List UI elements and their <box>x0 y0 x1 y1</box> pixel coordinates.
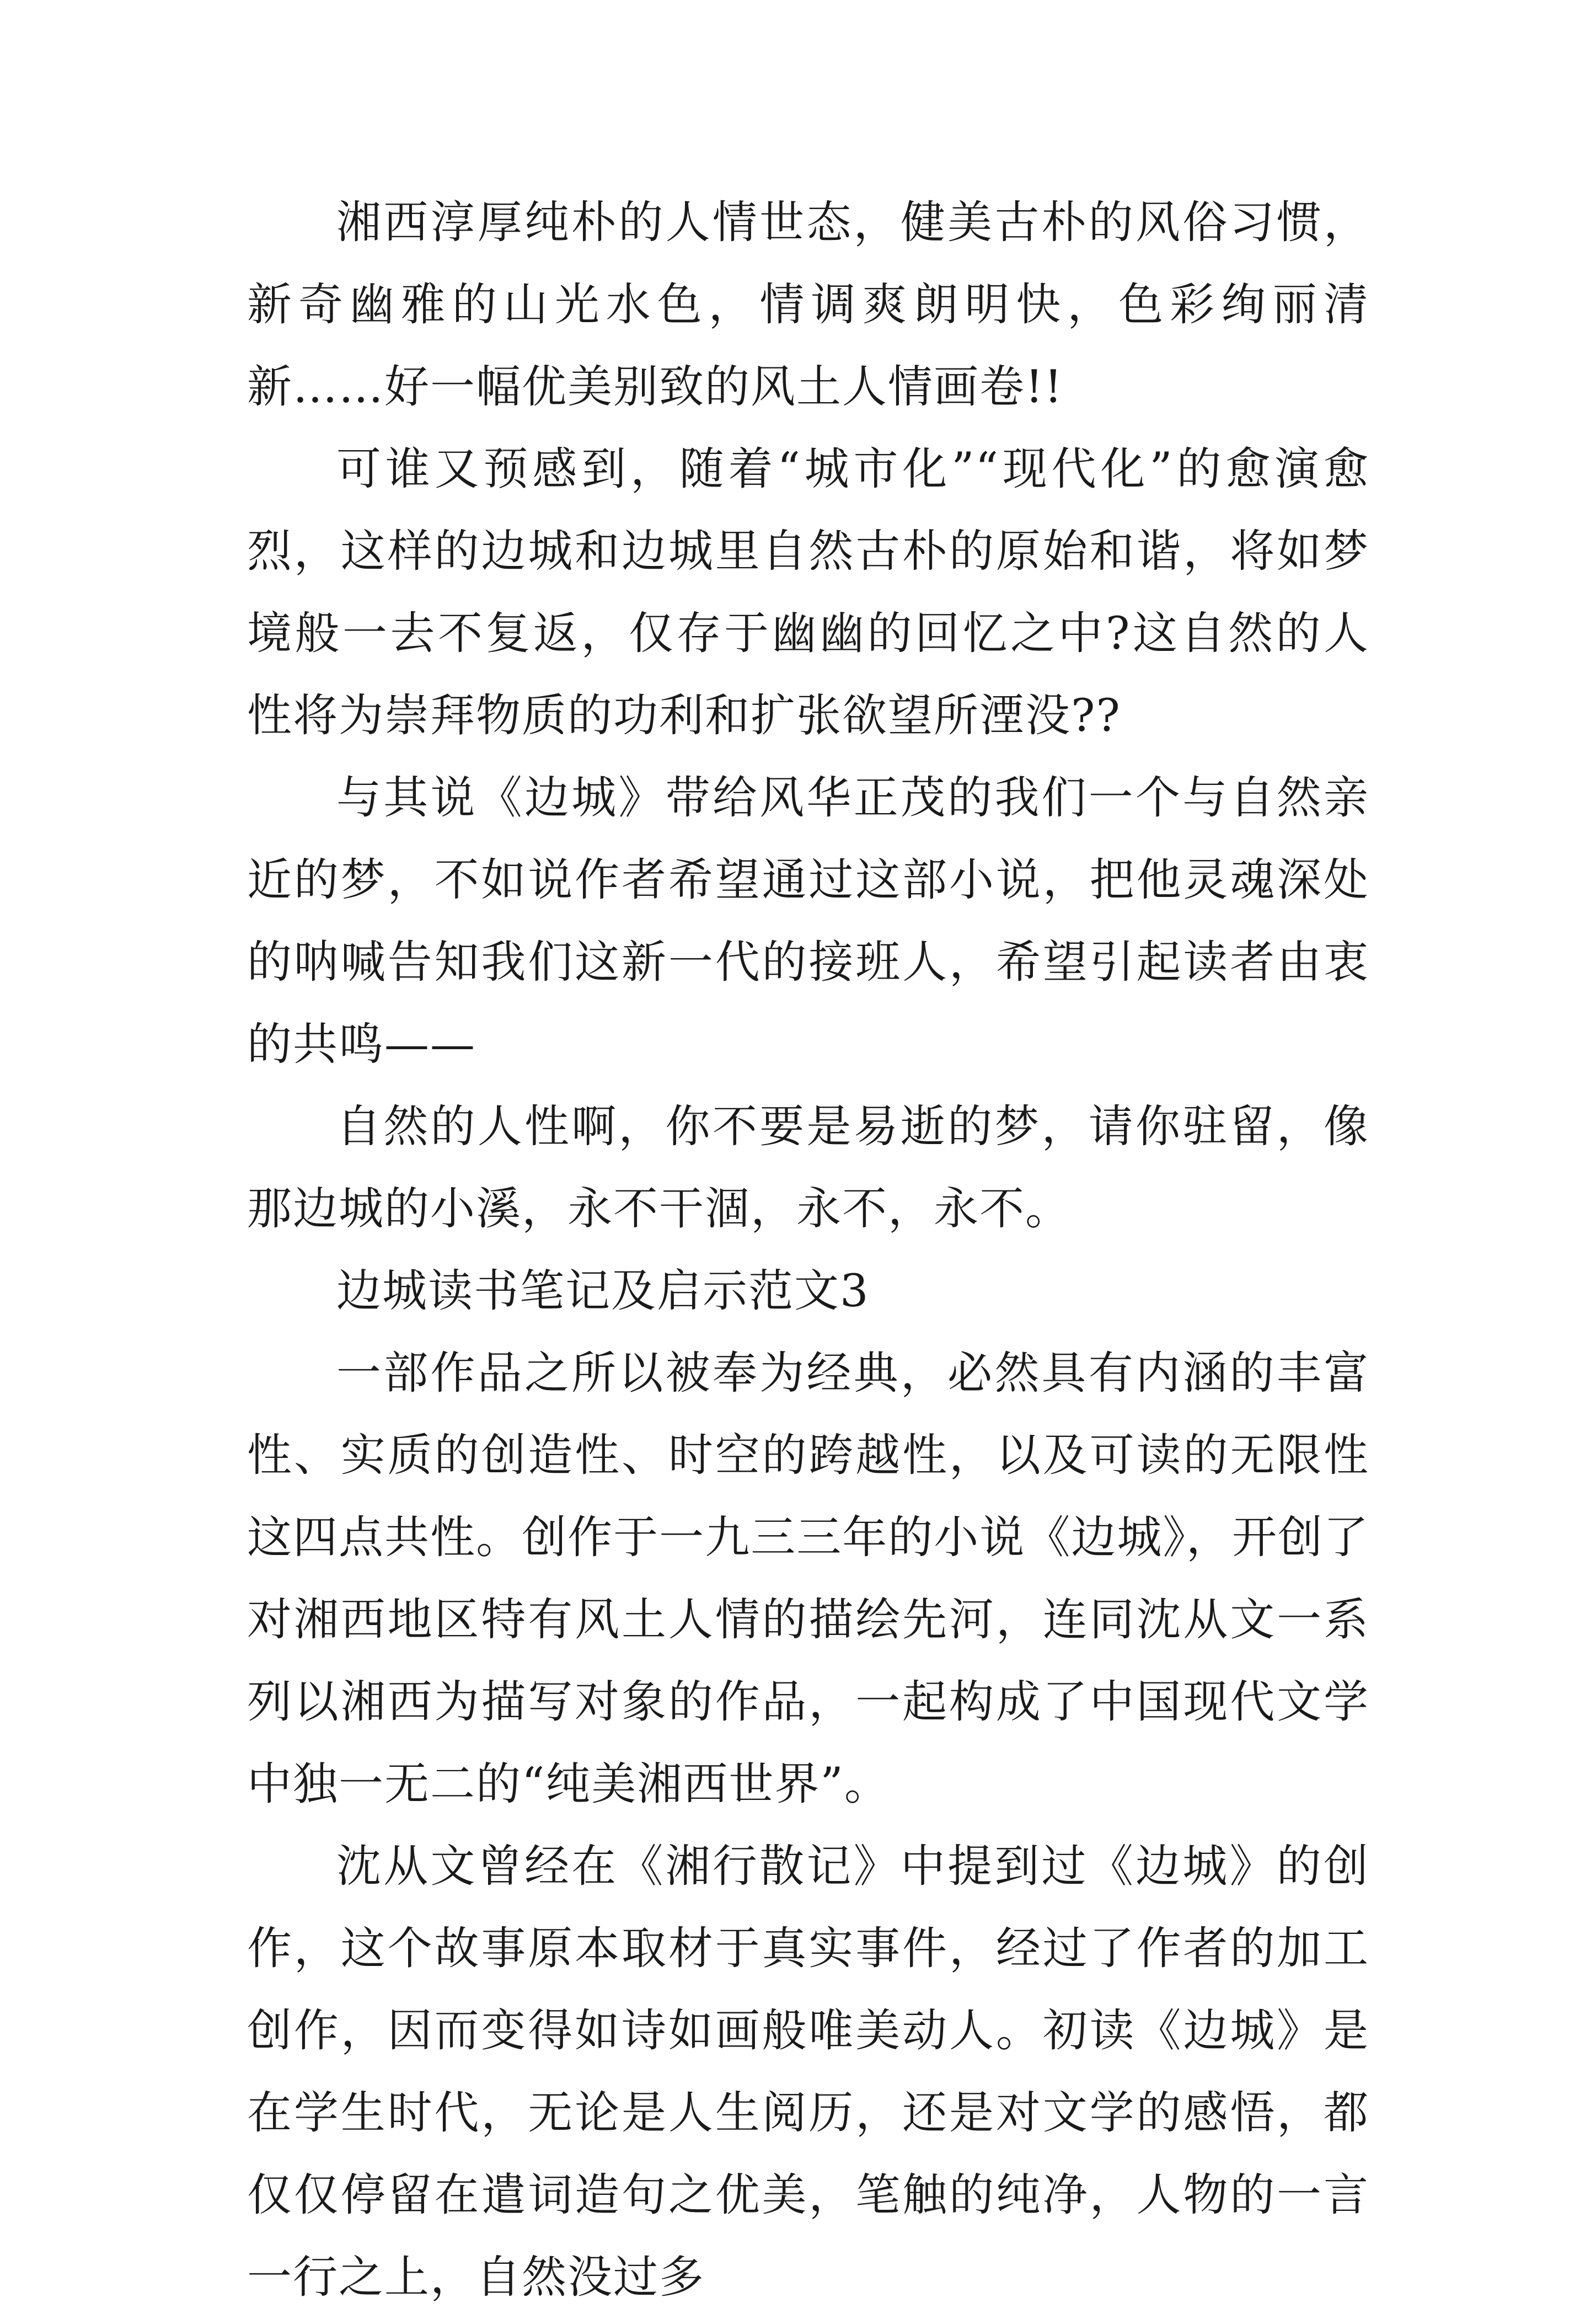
document-body <box>247 182 1369 2319</box>
paragraph-3: 与其说《边城》带给风华正茂的我们一个与自然亲近的梦，不如说作者希望通过这部小说，把他灵魂深处的呐喊告知我们这新一代的接班人，希望引起读者由衷的共鸣—— <box>247 772 1369 1071</box>
section-heading: 边城读书笔记及启示范文3 <box>336 1265 870 1317</box>
paragraph-6: 沈从文曾经在《湘行散记》中提到过《边城》的创作，这个故事原本取材于真实事件，经过了作者的加工创作，因而变得如诗如画般唯美动人。初读《边城》是在学生时代，无论是人生阅历，还是对文学的感悟，都仅仅停留在遣词造句之优美，笔触的纯净，人物的一言一行之上，自然没过多 <box>247 1841 1369 2304</box>
paragraph-5: 一部作品之所以被奉为经典，必然具有内涵的丰富性、实质的创造性、时空的跨越性，以及可读的无限性这四点共性。创作于一九三三年的小说《边城》，开创了对湘西地区特有风土人情的描绘先河，连同沈从文一系列以湘西为描写对象的作品，一起构成了中国现代文学中独一无二的“纯美湘西世界”。 <box>247 1348 1369 1810</box>
paragraph-1: 湘西淳厚纯朴的人情世态，健美古朴的风俗习惯，新奇幽雅的山光水色，情调爽朗明快，色彩绚丽清新……好一幅优美别致的风土人情画卷!! <box>247 197 1369 413</box>
paragraph-2: 可谁又预感到，随着“城市化”“现代化”的愈演愈烈，这样的边城和边城里自然古朴的原始和谐，将如梦境般一去不复返，仅存于幽幽的回忆之中?这自然的人性将为崇拜物质的功利和扩张欲望所湮没?? <box>247 444 1369 742</box>
paragraph-4: 自然的人性啊，你不要是易逝的梦，请你驻留，像那边城的小溪，永不干涸，永不，永不。 <box>247 1101 1369 1235</box>
